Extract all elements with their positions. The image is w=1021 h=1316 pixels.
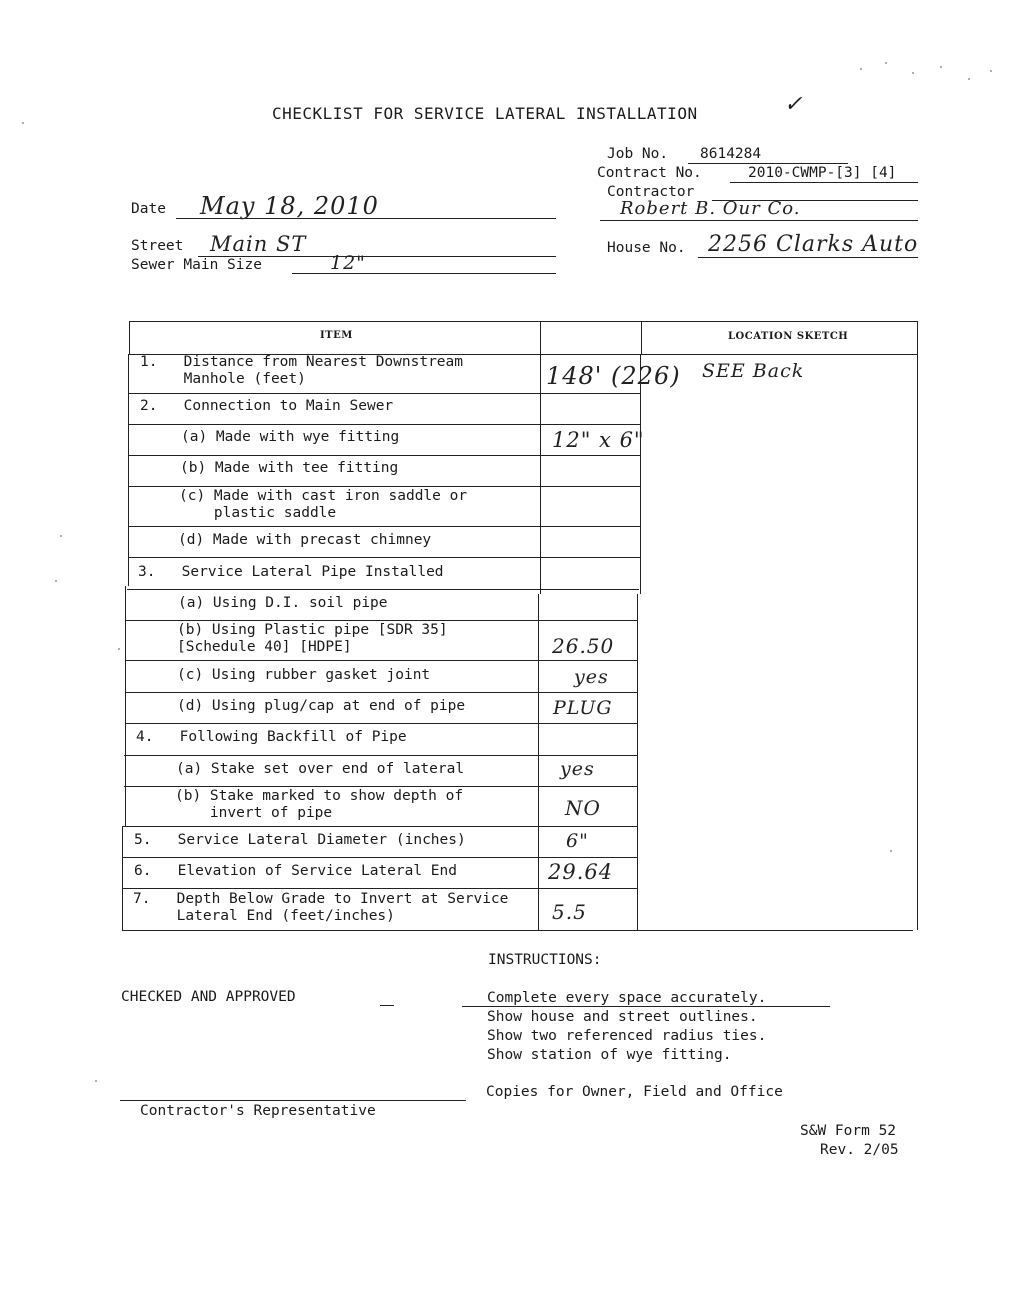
- house-no-value: 2256 Clarks Auto: [708, 232, 919, 257]
- form-revision: Rev. 2/05: [820, 1142, 899, 1158]
- table-header-divider: [641, 321, 642, 354]
- item-7-value: 5.5: [552, 900, 587, 924]
- item-4a-value: yes: [560, 758, 595, 780]
- row-divider: [129, 393, 640, 394]
- table-left-border: [122, 826, 123, 930]
- scan-speck: [990, 70, 992, 72]
- item-2c-line2: plastic saddle: [179, 505, 337, 521]
- row-divider: [128, 526, 640, 527]
- date-underline: [176, 218, 556, 219]
- scan-speck: [55, 580, 57, 582]
- sewer-main-underline: [292, 273, 556, 274]
- title-checkmark: ✓: [784, 92, 804, 117]
- item-3b-value: 26.50: [552, 634, 615, 658]
- copies-note: Copies for Owner, Field and Office: [486, 1084, 783, 1100]
- item-1-line2: Manhole (feet): [140, 371, 306, 387]
- row-divider: [126, 660, 638, 661]
- row-divider: [124, 786, 638, 787]
- instruction-1-underline: [462, 1006, 830, 1007]
- item-3b-line1: (b) Using Plastic pipe [SDR 35]: [177, 622, 448, 638]
- instructions-label: INSTRUCTIONS:: [488, 952, 602, 968]
- item-4b-value: NO: [565, 796, 601, 820]
- row-divider: [124, 755, 638, 756]
- item-4-line1: 4. Following Backfill of Pipe: [136, 729, 407, 745]
- item-6-line1: 6. Elevation of Service Lateral End: [134, 863, 458, 879]
- row-divider: [122, 888, 637, 889]
- value-column-right-border: [640, 354, 641, 594]
- form-number: S&W Form 52: [800, 1123, 897, 1139]
- scan-speck: [940, 66, 942, 68]
- item-2a-line1: (a) Made with wye fitting: [181, 429, 400, 445]
- item-3b-line2: [Schedule 40] [HDPE]: [177, 639, 352, 655]
- sketch-note: SEE Back: [702, 360, 805, 382]
- date-label: Date: [131, 201, 166, 217]
- table-left-border: [125, 586, 126, 826]
- scan-speck: [60, 535, 62, 537]
- signature-line: [120, 1100, 466, 1101]
- table-left-border: [129, 321, 130, 354]
- item-4a-line1: (a) Stake set over end of lateral: [176, 761, 465, 777]
- row-divider: [129, 486, 640, 487]
- job-no-label: Job No.: [607, 146, 669, 162]
- table-top-border: [129, 321, 918, 322]
- value-column-right-border: [637, 594, 638, 930]
- contractor-label: Contractor: [607, 184, 695, 200]
- street-value: Main ST: [210, 232, 307, 256]
- contract-no-label: Contract No.: [597, 165, 702, 181]
- job-no-underline: [688, 163, 848, 164]
- item-3d-line1: (d) Using plug/cap at end of pipe: [177, 698, 466, 714]
- item-2-line1: 2. Connection to Main Sewer: [140, 398, 394, 414]
- table-right-border: [917, 321, 918, 354]
- row-divider: [127, 589, 639, 590]
- item-7-line2: Lateral End (feet/inches): [133, 908, 395, 924]
- scan-speck: [890, 850, 892, 852]
- form-title: CHECKLIST FOR SERVICE LATERAL INSTALLATION: [272, 104, 698, 123]
- row-divider: [126, 620, 638, 621]
- table-right-border: [917, 354, 918, 930]
- item-5-line1: 5. Service Lateral Diameter (inches): [134, 832, 466, 848]
- scan-speck: [860, 68, 862, 70]
- row-divider: [125, 723, 638, 724]
- row-divider: [129, 455, 640, 456]
- house-no-label: House No.: [607, 240, 686, 256]
- item-6-value: 29.64: [548, 860, 614, 884]
- item-7-line1: 7. Depth Below Grade to Invert at Service: [133, 891, 509, 907]
- row-divider: [128, 557, 640, 558]
- sketch-bottom-border: [636, 930, 913, 931]
- item-3-line1: 3. Service Lateral Pipe Installed: [138, 564, 444, 580]
- instruction-2: Show house and street outlines.: [487, 1009, 758, 1025]
- item-2d-line1: (d) Made with precast chimney: [178, 532, 432, 548]
- house-no-underline: [698, 257, 918, 258]
- sketch-header: LOCATION SKETCH: [728, 331, 849, 342]
- scan-speck: [912, 72, 914, 74]
- item-4b-line2: invert of pipe: [175, 805, 333, 821]
- row-divider: [123, 826, 637, 827]
- job-no-value: 8614284: [700, 146, 762, 162]
- value-column-left-border: [538, 594, 539, 930]
- instruction-3: Show two referenced radius ties.: [487, 1028, 767, 1044]
- date-value: May 18, 2010: [200, 192, 379, 220]
- sewer-main-size-label: Sewer Main Size: [131, 257, 262, 273]
- street-label: Street: [131, 238, 184, 254]
- checked-approved: CHECKED AND APPROVED: [121, 989, 296, 1005]
- table-left-border: [128, 354, 129, 586]
- scan-speck: [968, 78, 970, 80]
- item-1-line1: 1. Distance from Nearest Downstream: [140, 354, 464, 370]
- row-divider: [129, 424, 640, 425]
- sewer-main-size-value: 12": [330, 252, 366, 274]
- contract-no-underline: [730, 182, 918, 183]
- instruction-1: Complete every space accurately.: [487, 990, 767, 1006]
- contractor-underline-2: [600, 220, 918, 221]
- contractor-value: Robert B. Our Co.: [620, 198, 801, 219]
- instruction-4: Show station of wye fitting.: [487, 1047, 732, 1063]
- item-1-value: 148' (226): [546, 362, 681, 390]
- item-2c-line1: (c) Made with cast iron saddle or: [179, 488, 468, 504]
- table-header-divider: [540, 321, 541, 354]
- item-3c-line1: (c) Using rubber gasket joint: [177, 667, 431, 683]
- approval-tick: [380, 1005, 394, 1006]
- item-3c-value: yes: [574, 666, 609, 688]
- value-column-left-border: [540, 354, 541, 594]
- item-header: ITEM: [320, 330, 353, 341]
- item-5-value: 6": [566, 830, 589, 852]
- scan-speck: [95, 1080, 97, 1082]
- scan-speck: [118, 648, 120, 650]
- scan-speck: [885, 62, 887, 64]
- row-divider: [123, 857, 637, 858]
- item-3d-value: PLUG: [553, 697, 613, 719]
- item-4b-line1: (b) Stake marked to show depth of: [175, 788, 464, 804]
- item-2a-value: 12" x 6": [552, 428, 645, 452]
- item-3a-line1: (a) Using D.I. soil pipe: [178, 595, 388, 611]
- table-bottom-border: [122, 930, 637, 931]
- row-divider: [125, 692, 638, 693]
- item-2b-line1: (b) Made with tee fitting: [180, 460, 399, 476]
- contract-no-value: 2010-CWMP-[3] [4]: [748, 165, 897, 181]
- contractor-rep-label: Contractor's Representative: [140, 1103, 376, 1119]
- scan-speck: [22, 122, 24, 124]
